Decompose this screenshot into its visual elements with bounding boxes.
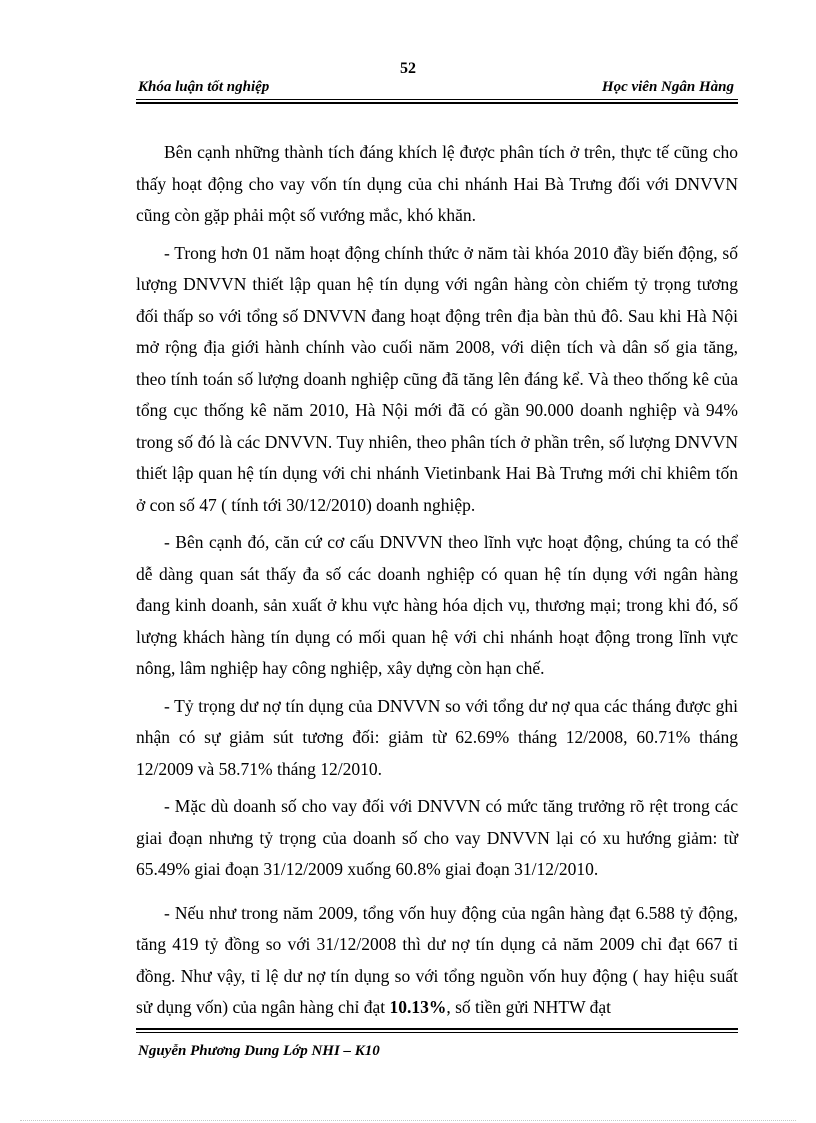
body-text <box>136 137 738 1024</box>
page-bottom-border <box>20 1120 796 1121</box>
paragraph-capital-text-b: , số tiền gửi NHTW đạt <box>446 997 612 1017</box>
efficiency-ratio: 10.13% <box>389 997 447 1017</box>
paragraph-capital-text-a: - Nếu như trong năm 2009, tổng vốn huy động của ngân hàng đạt 6.588 tỷ động, tăng 419 tỷ đồng so với 31/12/2008 thì dư nợ tín dụng cả năm 2009 chỉ đạt 667 tỉ đồng. Như vậy, tỉ lệ dư nợ tín dụng so với tổng nguồn vốn huy động ( hay hiệu suất sử dụng vốn) của ngân hàng chỉ đạt <box>136 902 738 1017</box>
paragraph-lending-share: - Mặc dù doanh số cho vay đối với DNVVN có mức tăng trưởng rõ rệt trong các giai đoạn nhưng tỷ trọng của doanh số cho vay DNVVN lại có xu hướng giảm: từ 65.49% giai đoạn 31/12/2009 xuống 60.8% giai đoạn 31/12/2010. <box>136 796 738 879</box>
paragraph-intro: Bên cạnh những thành tích đáng khích lệ được phân tích ở trên, thực tế cũng cho thấy hoạt động cho vay vốn tín dụng của chi nhánh Hai Bà Trưng đối với DNVVN cũng còn gặp phải một số vướng mắc, khó khăn. <box>136 142 738 225</box>
footer-author: Nguyễn Phương Dung Lớp NHI – K10 <box>138 1043 380 1059</box>
paragraph-sme-count: - Trong hơn 01 năm hoạt động chính thức ở năm tài khóa 2010 đầy biến động, số lượng DNVVN thiết lập quan hệ tín dụng với ngân hàng còn chiếm tỷ trọng tương đối thấp so với tổng số DNVVN đang hoạt động trên địa bàn thủ đô. Sau khi Hà Nội mở rộng địa giới hành chính vào cuối năm 2008, với diện tích và dân số gia tăng, theo tính toán số lượng doanh nghiệp cũng đã tăng lên đáng kể. Và theo thống kê của tổng cục thống kê năm 2010, Hà Nội mới đã có gần 90.000 doanh nghiệp và 94% trong số đó là các DNVVN. Tuy nhiên, theo phân tích ở phần trên, số lượng DNVVN thiết lập quan hệ tín dụng với chi nhánh Vietinbank Hai Bà Trưng mới chỉ khiêm tốn ở con số 47 ( tính tới 30/12/2010) doanh nghiệp. <box>136 242 738 515</box>
header-divider <box>136 99 738 104</box>
page-number: 52 <box>400 60 416 77</box>
header-thesis-label: Khóa luận tốt nghiệp <box>138 79 270 95</box>
paragraph-capital-efficiency <box>136 898 738 1024</box>
footer-divider <box>136 1028 738 1033</box>
paragraph-sector-structure: - Bên cạnh đó, căn cứ cơ cấu DNVVN theo lĩnh vực hoạt động, chúng ta có thể dễ dàng quan sát thấy đa số các doanh nghiệp có quan hệ tín dụng với ngân hàng đang kinh doanh, sản xuất ở khu vực hàng hóa dịch vụ, thương mại; trong khi đó, số lượng khách hàng tín dụng có mối quan hệ với chi nhánh hoạt động trong lĩnh vực nông, lâm nghiệp hay công nghiệp, xây dựng còn hạn chế. <box>136 532 738 678</box>
paragraph-credit-share: - Tỷ trọng dư nợ tín dụng của DNVVN so với tổng dư nợ qua các tháng được ghi nhận có sự giảm sút tương đối: giảm từ 62.69% tháng 12/2008, 60.71% tháng 12/2009 và 58.71% tháng 12/2010. <box>136 695 738 779</box>
header-institution-label: Học viên Ngân Hàng <box>601 79 734 95</box>
